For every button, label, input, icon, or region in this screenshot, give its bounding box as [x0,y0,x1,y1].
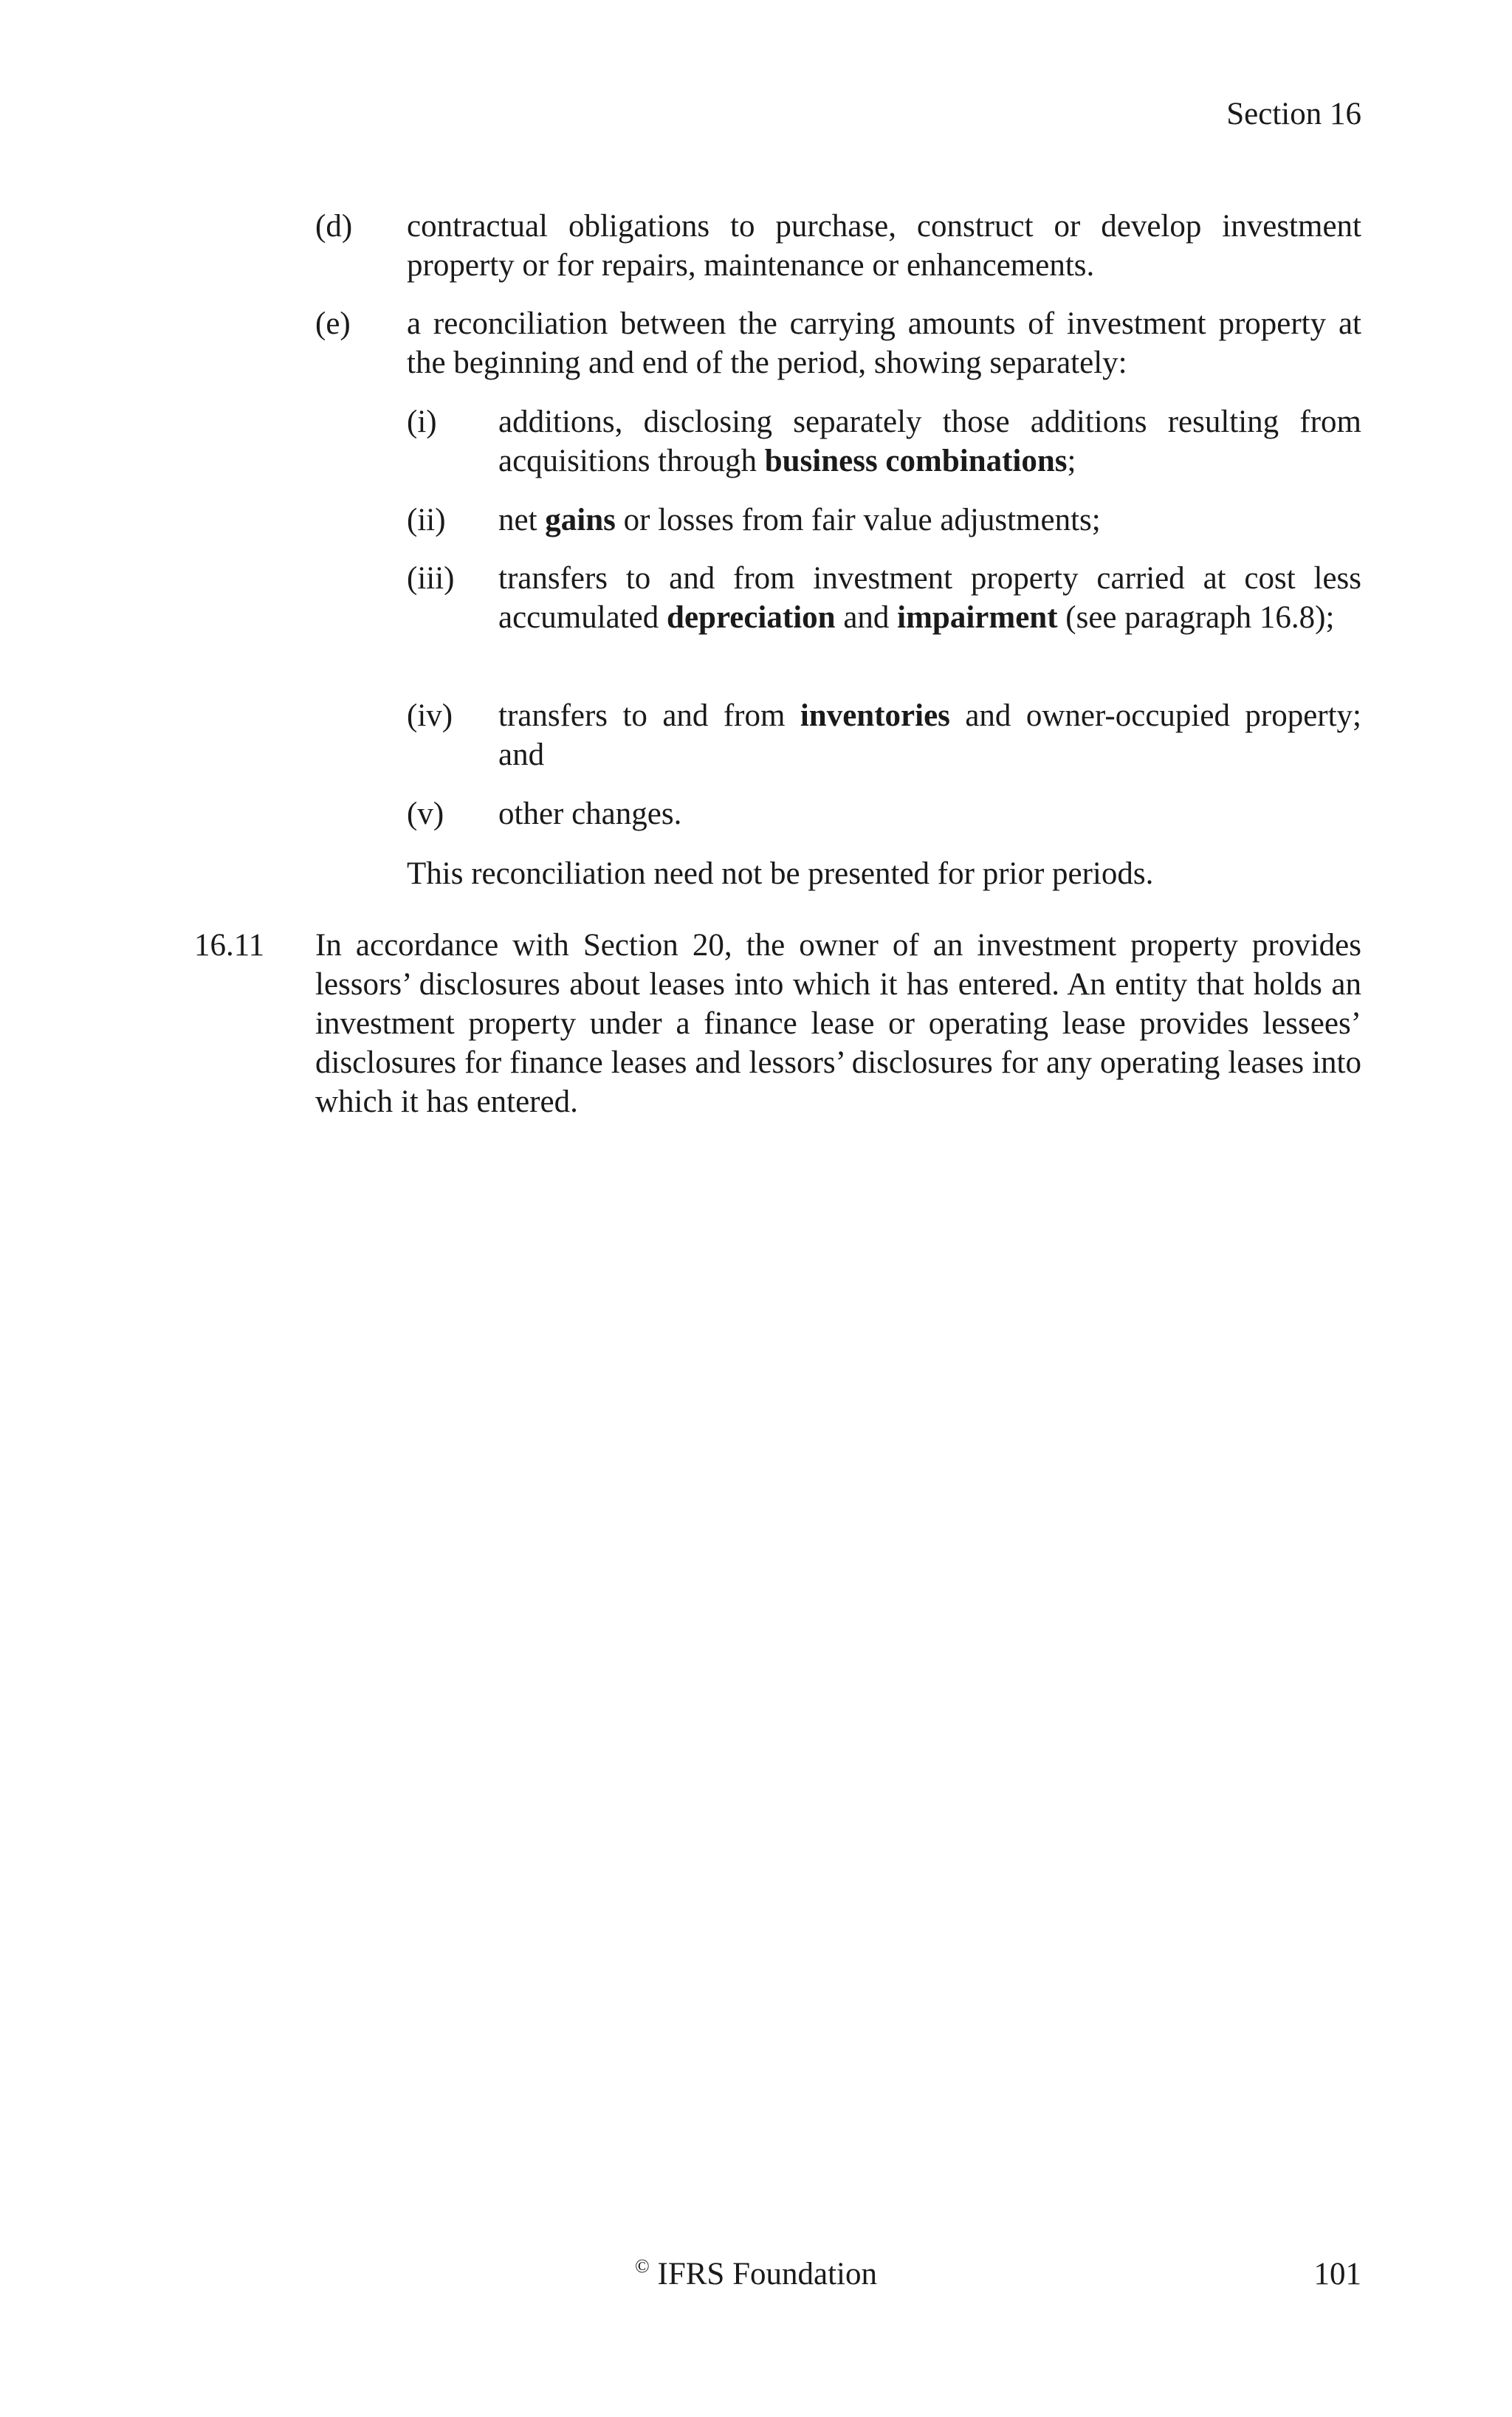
reconciliation-note: This reconciliation need not be presented for prior periods. [407,856,1154,891]
footer-organization: IFRS Foundation [649,2257,877,2291]
sub-item-label: (iii) [407,561,455,596]
sub-item-label: (iv) [407,698,453,733]
sub-item-v [407,794,1361,833]
sub-item-text: transfers to and from investment property carried at cost less accumulated depreciation and impairment (see paragraph 16.8); [498,561,1361,635]
sub-item-label: (v) [407,797,444,831]
sub-item-text: transfers to and from inventories and owner-occupied property; and [498,698,1361,772]
page-number: 101 [1313,2257,1361,2291]
defined-term: gains [545,503,616,537]
list-item-text: a reconciliation between the carrying amounts of investment property at the beginning and end of the period, showing separately: [407,306,1361,380]
footer-copyright [0,2255,1512,2294]
sub-item-label: (ii) [407,503,446,537]
sub-item-i [407,402,1361,481]
sub-item-ii [407,501,1361,540]
list-item-text: contractual obligations to purchase, construct or develop investment property or for repairs, maintenance or enhancements. [407,209,1361,283]
defined-term: impairment [897,600,1058,635]
list-item-label: (d) [315,209,353,244]
defined-term: business combinations [764,444,1068,478]
list-item-d [315,207,1361,285]
defined-term: depreciation [667,600,836,635]
sub-item-text: net gains or losses from fair value adjustments; [498,503,1101,537]
sub-item-iii [407,559,1361,637]
paragraph-number: 16.11 [194,928,265,963]
sub-item-iv [407,696,1361,774]
paragraph-text: In accordance with Section 20, the owner of an investment property provides lessors’ disclosures about leases into which it has entered. An entity that holds an investment property under a finance lease or operating lease provides lessees’ disclosures for finance leases and lessors’ disclosures for any operating leases into which it has entered. [315,928,1361,1119]
sub-item-text: additions, disclosing separately those additions resulting from acquisitions through business combinations; [498,405,1361,478]
copyright-symbol: © [635,2255,650,2277]
sub-item-text: other changes. [498,797,682,831]
running-header-section: Section 16 [1226,97,1361,131]
paragraph-16-11 [194,926,1361,1121]
sub-item-label: (i) [407,405,437,439]
list-item-label: (e) [315,306,351,341]
defined-term: inventories [800,698,950,733]
list-item-e [315,304,1361,382]
